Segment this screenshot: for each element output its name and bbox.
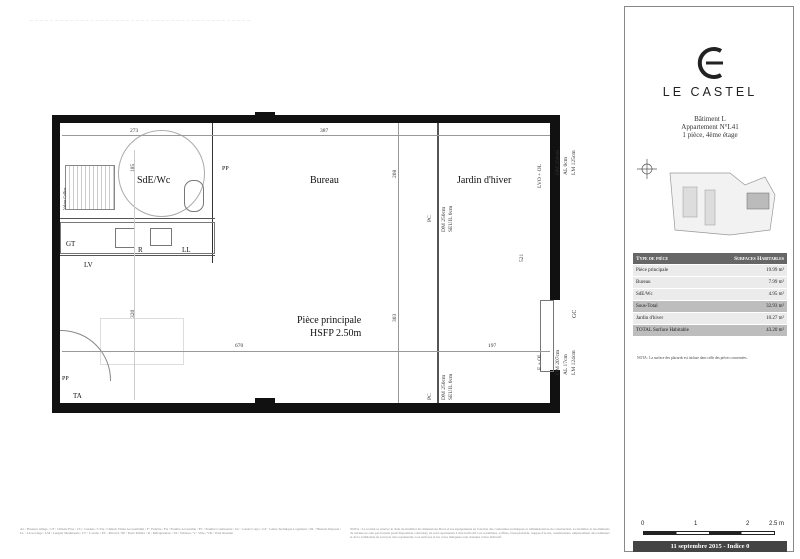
dim-521: 521 — [519, 253, 525, 262]
opening-bottom-right-dm: DM 207cm — [555, 349, 561, 375]
scale-bar — [643, 531, 775, 535]
row-value: 32.93 m² — [712, 301, 787, 313]
dim-line-vertical — [134, 150, 135, 400]
window-mark-top — [255, 112, 275, 118]
dim-387: 387 — [320, 128, 329, 134]
row-value: 43.20 m² — [712, 325, 787, 337]
opening-top-left-seuil: SEUIL 0cm — [448, 205, 454, 232]
room-bureau: Bureau — [310, 175, 339, 186]
scale-label-2: 2 — [746, 521, 750, 527]
fixture-pp-bottom: PP — [62, 376, 69, 382]
row-label: SdE/Wc — [633, 289, 712, 301]
apartment: Appartement N°L41 — [681, 123, 739, 131]
table-row — [633, 325, 787, 337]
fixture-eo: E + OL — [537, 353, 543, 370]
dim-208: 208 — [392, 169, 398, 178]
fixture-cellier: Valeur Cellier — [62, 187, 67, 210]
table-header-type: Type de pièce — [633, 253, 712, 265]
row-label: Sous-Total — [633, 301, 712, 313]
wall-left — [52, 115, 60, 413]
fixture-gc: GC — [572, 309, 578, 318]
background-sketch — [30, 20, 250, 91]
fixture-pc-top: PC — [427, 215, 433, 222]
opening-bottom-right-al: AL 17cm — [563, 354, 569, 375]
partition-pc — [398, 123, 399, 403]
opening-bottom-left-seuil: SEUIL 0cm — [448, 373, 454, 400]
table-row — [633, 277, 787, 289]
apartment-description: 1 pièce, 4ème étage — [682, 131, 738, 139]
scale-label-25: 2.5 m — [769, 521, 785, 527]
room-sde: SdE/Wc — [137, 175, 171, 186]
toilet — [184, 180, 204, 212]
scale-label-1: 1 — [694, 521, 698, 527]
fixture-gt: GT — [66, 240, 76, 248]
table-row — [633, 301, 787, 313]
shower — [65, 165, 115, 210]
dim-185: 185 — [130, 163, 136, 172]
opening-top-right-al: AL 0cm — [563, 157, 569, 175]
fixture-ll: LL — [182, 246, 191, 254]
logo-c-icon — [693, 45, 727, 81]
surface-table — [633, 253, 787, 337]
row-label: TOTAL Surface Habitable — [633, 325, 712, 337]
opening-top-left-dm: DM 250cm — [441, 206, 447, 232]
row-value: 19.99 m² — [712, 265, 787, 277]
opening-bottom-left-dm: DM 250cm — [441, 374, 447, 400]
date-footer: 11 septembre 2015 - Indice 0 — [633, 541, 787, 552]
fixture-ta: TA — [73, 392, 82, 400]
dim-320: 320 — [130, 309, 136, 318]
info-panel — [624, 6, 794, 552]
table-row — [633, 289, 787, 301]
opening-top-right-lm: LM 125cm — [571, 150, 577, 175]
opening-top-right-dm: DM 250cm — [555, 149, 561, 175]
fixture-lvo: LVO + OL — [537, 164, 543, 188]
wall-top — [52, 115, 558, 123]
dim-670: 670 — [235, 343, 244, 349]
fixture-lv: LV — [84, 261, 93, 269]
room-hsfp: HSFP 2.50m — [310, 328, 362, 339]
table-header — [633, 253, 787, 265]
partition-horizontal — [60, 218, 215, 219]
fixture-r: R — [138, 246, 143, 254]
row-value: 10.27 m² — [712, 313, 787, 325]
row-value: 7.99 m² — [712, 277, 787, 289]
building: Bâtiment L — [694, 115, 726, 123]
surface-note: NOTA : La surface des placards est incluse dans celle des pièces concernées. — [637, 356, 748, 360]
wall-bottom — [52, 403, 558, 413]
wall-right-top — [550, 115, 560, 300]
location-map — [635, 155, 785, 245]
window-mark-bottom — [255, 398, 275, 406]
legal-notice: NOTA : La société se réserve le droit de modifier les dimensions libres et les équipements en fonction des contraintes techniques et administratives de construction. Le mobilier et les éléments de cuisine ne sont pas fournis (sauf disposition contraire), ils sont représentés à titre indicatif. Les retombées, soffites, faux-plafonds, trappes d'accès, canalisations, emplacement des radiateurs et de la ventilation ne sont pas tous représentés. Les surfaces et les cotes indiquées sont données à titre indicatif. — [350, 527, 610, 540]
dim-273: 273 — [130, 128, 139, 134]
dim-197: 197 — [488, 343, 497, 349]
opening-bottom-right-lm: LM 124cm — [571, 350, 577, 375]
table-header-surface: Surfaces Habitables — [712, 253, 787, 265]
room-jardin: Jardin d'hiver — [457, 175, 512, 186]
table-row — [633, 313, 787, 325]
row-label: Jardin d'hiver — [633, 313, 712, 325]
hob — [115, 228, 135, 248]
turning-zone — [100, 318, 184, 365]
partition-kitchen — [60, 255, 215, 256]
sink — [150, 228, 172, 246]
row-value: 4.95 m² — [712, 289, 787, 301]
dim-line-bottom — [62, 351, 550, 352]
room-piece-principale: Pièce principale — [297, 315, 362, 326]
wall-right-bottom — [550, 370, 560, 413]
brand-name: LE CASTEL — [662, 85, 758, 99]
row-label: Bureau — [633, 277, 712, 289]
scale-label-0: 0 — [641, 521, 645, 527]
dim-line-top — [62, 135, 550, 136]
table-row — [633, 265, 787, 277]
dim-303: 303 — [392, 313, 398, 322]
legend-abbreviations: AL : Hauteur Allège / CF : Châssis Fixe / CU : Cuisine / CVA : Châssis Vitrée Accessibilité / F : Fenêtre / FA : Fenêtre Accessible / FC : Fenêtre Coulissante / GC : Garde Corps / GT : Gaine Technique Logement / DL : Hauteur Imposte / LL : Lave-Linge / LM : Largeur Menuiserie / LV : Lavabo / PC : Placard / PP : Porte Palière / R : Réfrigérateur / TA : Tableau / V : Vide / VR : Volet Roulant — [20, 527, 341, 536]
partition-jardin — [437, 123, 439, 403]
row-label: Pièce principale — [633, 265, 712, 277]
fixture-pc-bottom: PC — [427, 393, 433, 400]
fixture-pp-top: PP — [222, 166, 229, 172]
